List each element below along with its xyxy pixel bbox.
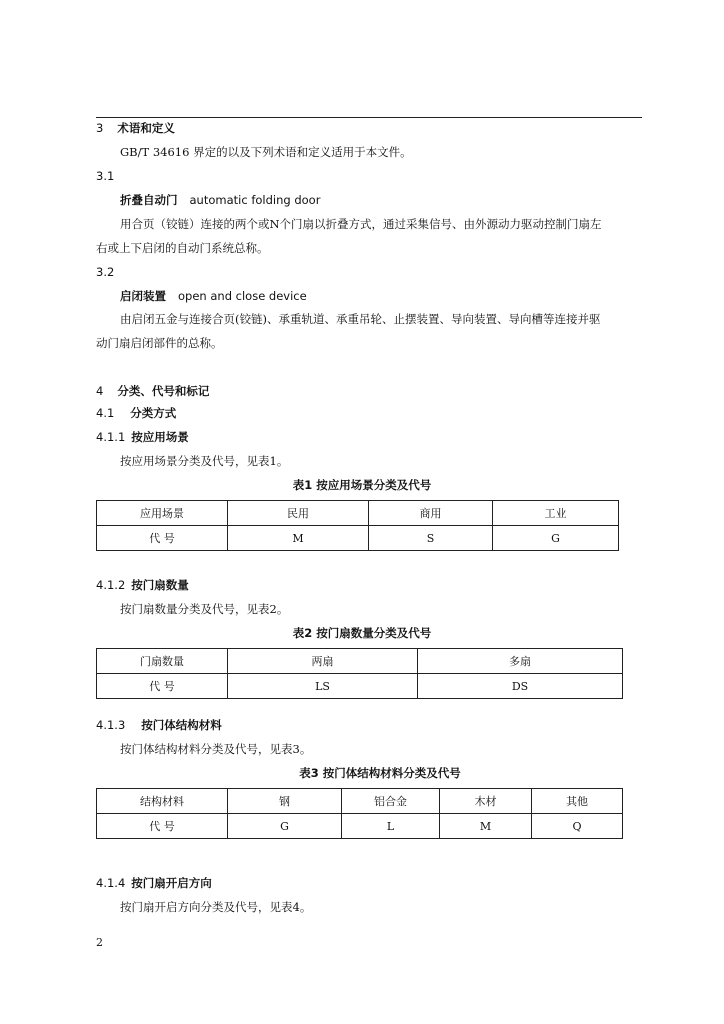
header-rule bbox=[96, 117, 642, 118]
section-4-1-2-heading bbox=[96, 577, 189, 593]
table-cell: 多扇 bbox=[418, 649, 623, 674]
table-cell: 两扇 bbox=[228, 649, 418, 674]
term-zh: 折叠自动门 bbox=[120, 193, 178, 207]
term-3-1-definition-line2: 右或上下启闭的自动门系统总称。 bbox=[96, 241, 269, 255]
table-cell: 工业 bbox=[493, 501, 619, 526]
table-cell: 门扇数量 bbox=[97, 649, 228, 674]
table-cell: LS bbox=[228, 674, 418, 699]
table-cell: 结构材料 bbox=[97, 789, 228, 814]
term-3-1-definition-line1: 用合页（铰链）连接的两个或N个门扇以折叠方式，通过采集信号、由外源动力驱动控制门扇左 bbox=[120, 217, 602, 231]
table-cell: 代 号 bbox=[97, 526, 228, 551]
term-zh: 启闭装置 bbox=[120, 289, 166, 303]
table-cell: S bbox=[369, 526, 493, 551]
table-cell: M bbox=[440, 814, 532, 839]
table-cell: M bbox=[228, 526, 369, 551]
section-number: 4.1.2 bbox=[96, 578, 126, 592]
section-4-1-1-text: 按应用场景分类及代号，见表1。 bbox=[120, 454, 289, 468]
section-4-1-2-text: 按门扇数量分类及代号，见表2。 bbox=[120, 602, 289, 616]
section-title: 分类、代号和标记 bbox=[117, 384, 210, 398]
section-title: 分类方式 bbox=[130, 406, 177, 420]
term-en: automatic folding door bbox=[189, 193, 321, 207]
table-cell: G bbox=[493, 526, 619, 551]
table-cell: 其他 bbox=[532, 789, 623, 814]
table-row bbox=[97, 526, 619, 551]
table-2 bbox=[96, 648, 623, 699]
section-title: 按门体结构材料 bbox=[141, 718, 222, 732]
table-row bbox=[97, 814, 623, 839]
section-number: 4.1.4 bbox=[96, 876, 126, 890]
table-3-caption: 表3 按门体结构材料分类及代号 bbox=[299, 766, 461, 780]
section-number: 4.1 bbox=[96, 406, 115, 420]
table-1 bbox=[96, 500, 619, 551]
page-number: 2 bbox=[96, 936, 103, 949]
table-row bbox=[97, 674, 623, 699]
section-number: 3 bbox=[96, 121, 104, 135]
term-3-2-number: 3.2 bbox=[96, 265, 115, 279]
table-row bbox=[97, 501, 619, 526]
term-3-1-number: 3.1 bbox=[96, 169, 115, 183]
section-title: 按应用场景 bbox=[131, 430, 189, 444]
table-cell: L bbox=[342, 814, 440, 839]
section-4-1-4-heading bbox=[96, 875, 212, 891]
table-3 bbox=[96, 788, 623, 839]
term-3-2 bbox=[120, 288, 307, 304]
section-number: 4.1.1 bbox=[96, 430, 126, 444]
term-3-2-definition-line1: 由启闭五金与连接合页(铰链)、承重轨道、承重吊轮、止摆装置、导向装置、导向槽等连接并驱 bbox=[120, 312, 601, 326]
section-title: 按门扇开启方向 bbox=[131, 876, 212, 890]
table-cell: 钢 bbox=[228, 789, 342, 814]
table-cell: G bbox=[228, 814, 342, 839]
table-cell: 铝合金 bbox=[342, 789, 440, 814]
term-en: open and close device bbox=[178, 289, 307, 303]
section-4-1-4-text: 按门扇开启方向分类及代号，见表4。 bbox=[120, 900, 312, 914]
table-row bbox=[97, 789, 623, 814]
table-cell: 代 号 bbox=[97, 674, 228, 699]
section-4-1-3-heading bbox=[96, 717, 222, 733]
section-4-heading bbox=[96, 383, 209, 399]
table-cell: 商用 bbox=[369, 501, 493, 526]
table-1-caption: 表1 按应用场景分类及代号 bbox=[292, 478, 432, 492]
table-cell: 木材 bbox=[440, 789, 532, 814]
table-cell: DS bbox=[418, 674, 623, 699]
section-4-1-3-text: 按门体结构材料分类及代号，见表3。 bbox=[120, 742, 312, 756]
table-cell: Q bbox=[532, 814, 623, 839]
term-3-1 bbox=[120, 192, 320, 208]
table-cell: 代 号 bbox=[97, 814, 228, 839]
term-3-2-definition-line2: 动门扇启闭部件的总称。 bbox=[96, 336, 223, 350]
table-row bbox=[97, 649, 623, 674]
section-number: 4.1.3 bbox=[96, 718, 126, 732]
table-cell: 民用 bbox=[228, 501, 369, 526]
section-title: 术语和定义 bbox=[117, 121, 175, 135]
section-3-heading bbox=[96, 120, 175, 136]
table-2-caption: 表2 按门扇数量分类及代号 bbox=[292, 626, 432, 640]
section-4-1-1-heading bbox=[96, 429, 189, 445]
section-4-1-heading bbox=[96, 405, 176, 421]
section-3-intro: GB/T 34616 界定的以及下列术语和定义适用于本文件。 bbox=[120, 145, 412, 159]
section-number: 4 bbox=[96, 384, 104, 398]
section-title: 按门扇数量 bbox=[131, 578, 189, 592]
table-cell: 应用场景 bbox=[97, 501, 228, 526]
